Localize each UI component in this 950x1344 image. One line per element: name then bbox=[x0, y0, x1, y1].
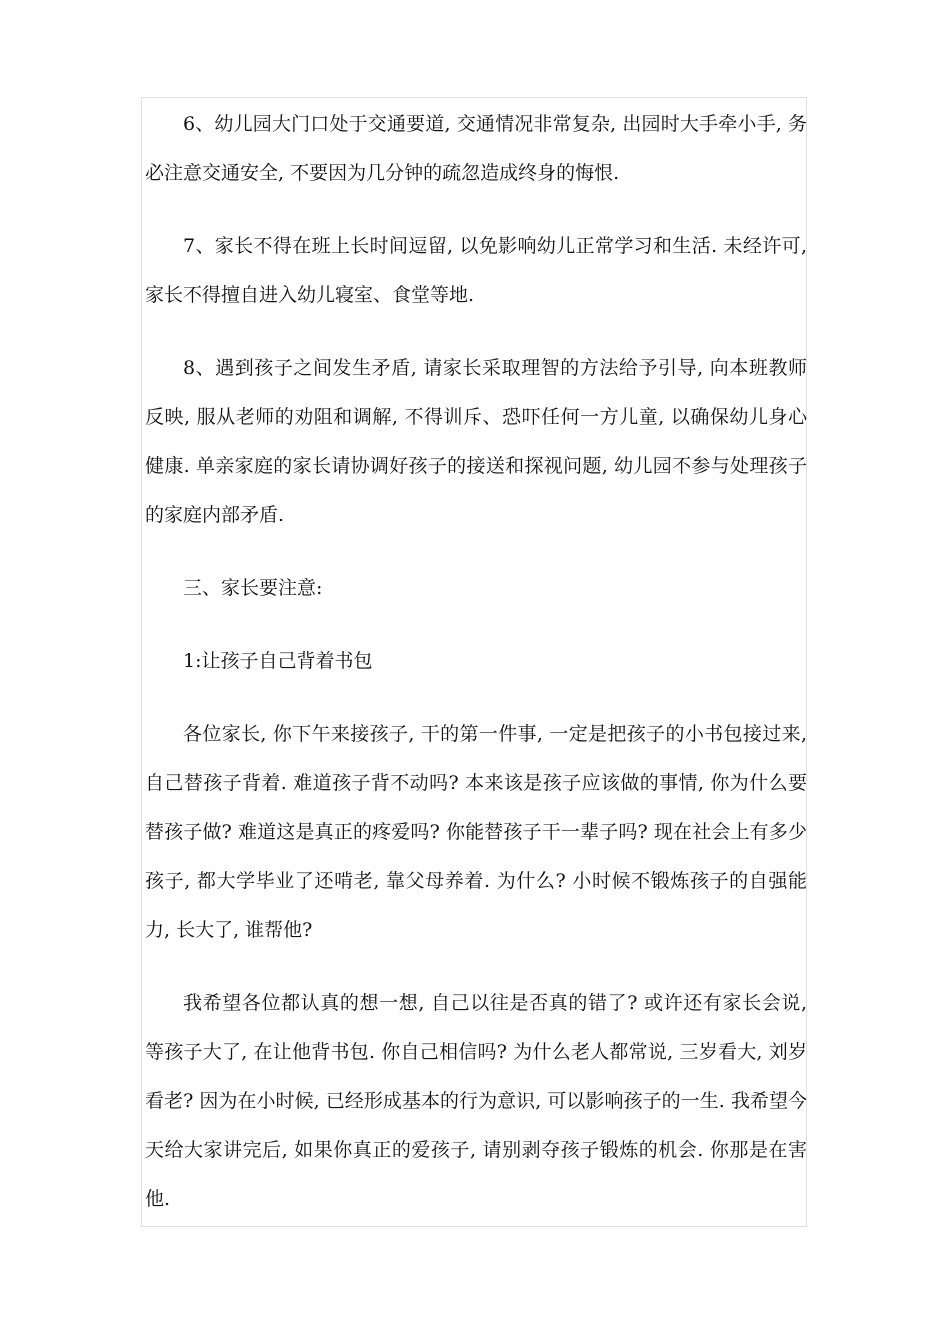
section-heading: 三、家长要注意: bbox=[183, 577, 323, 599]
paragraph-item-6: 6、幼儿园大门口处于交通要道, 交通情况非常复杂, 出园时大手牵小手, 务必注意交通安全, 不要因为几分钟的疏忽造成终身的悔恨. bbox=[145, 113, 807, 184]
paragraph-schoolbag: 各位家长, 你下午来接孩子, 干的第一件事, 一定是把孩子的小书包接过来, 自己替孩子背着. 难道孩子背不动吗? 本来该是孩子应该做的事情, 你为什么要替孩子做? 难道这是真正的疼爱吗? 你能替孩子干一辈子吗? 现在社会上有多少孩子, 都大学毕业了还啃老, 靠父母养着. 为什么? 小时候不锻炼孩子的自强能力, 长大了, 谁帮他? bbox=[145, 723, 807, 941]
paragraph-reflection: 我希望各位都认真的想一想, 自己以往是否真的错了? 或许还有家长会说, 等孩子大了, 在让他背书包. 你自己相信吗? 为什么老人都常说, 三岁看大, 刘岁看老? 因为在小时候, 已经形成基本的行为意识, 可以影响孩子的一生. 我希望今天给大家讲完后, 如果你真正的爱孩子, 请别剥夺孩子锻炼的机会. 你那是在害他. bbox=[145, 992, 807, 1210]
subsection-heading: 1:让孩子自己背着书包 bbox=[183, 650, 373, 672]
document-body bbox=[145, 100, 807, 1248]
paragraph-item-8: 8、遇到孩子之间发生矛盾, 请家长采取理智的方法给予引导, 向本班教师反映, 服从老师的劝阻和调解, 不得训斥、恐吓任何一方儿童, 以确保幼儿身心健康. 单亲家庭的家长请协调好孩子的接送和探视问题, 幼儿园不参与处理孩子的家庭内部矛盾. bbox=[145, 357, 807, 526]
paragraph-item-7: 7、家长不得在班上长时间逗留, 以免影响幼儿正常学习和生活. 未经许可, 家长不得擅自进入幼儿寝室、食堂等地. bbox=[145, 235, 807, 306]
